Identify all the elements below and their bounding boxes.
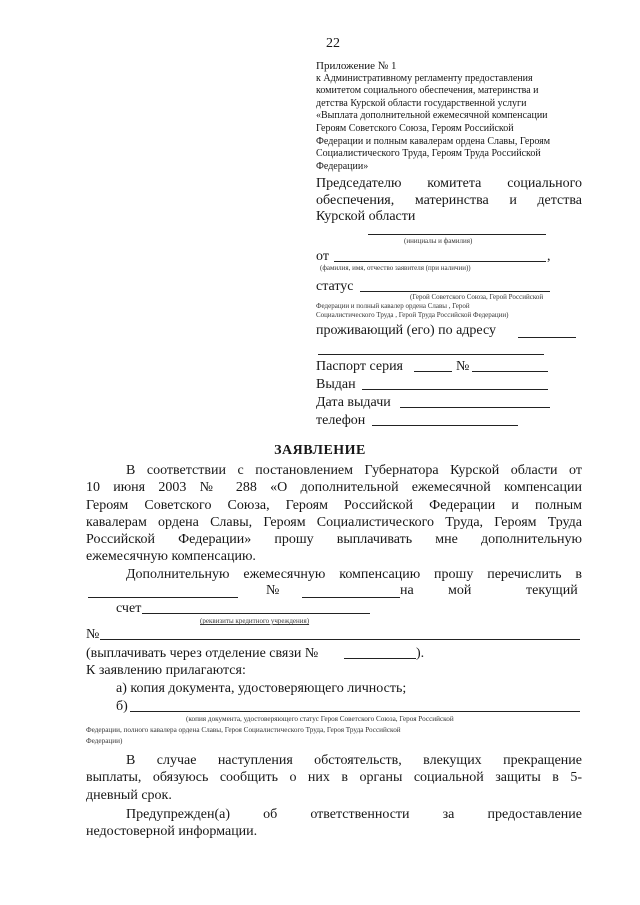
account-number-field[interactable]: [100, 639, 580, 640]
number-sign: №: [86, 627, 100, 642]
from-field[interactable]: [334, 261, 546, 262]
account-field[interactable]: [142, 613, 370, 614]
paragraph-2: [86, 566, 582, 583]
bank-name-field[interactable]: [88, 597, 238, 598]
bank-caption: (реквизиты кредитного учреждения): [200, 617, 310, 625]
status-caption: (Герой Советского Союза, Герой Российской: [410, 293, 544, 301]
paragraph-line: Дополнительную ежемесячную компенсацию прошу перечислить в: [126, 567, 582, 582]
status-field[interactable]: [360, 291, 550, 292]
paragraph-line: недостоверной информации.: [86, 824, 258, 840]
issue-date-label: Дата выдачи: [316, 395, 391, 410]
residence-field[interactable]: [518, 337, 576, 338]
passport-series-field[interactable]: [414, 371, 452, 372]
paragraph-4: [86, 806, 582, 841]
account-label: счет: [116, 601, 142, 616]
residence-label: проживающий (его) по адресу: [316, 323, 497, 338]
statement-title: ЗАЯВЛЕНИЕ: [274, 443, 366, 458]
initials-caption: (инициалы и фамилия): [404, 237, 473, 245]
attachment-item-b: б): [116, 699, 128, 714]
status-caption: Федерации и полный кавалер ордена Славы , Герой: [316, 302, 470, 310]
paragraph-line: ежемесячную компенсацию.: [86, 549, 256, 565]
note-line: Федерации): [86, 737, 123, 745]
paragraph-3: [86, 752, 582, 804]
attachment-note: [86, 714, 582, 747]
addressee-line: Председателю комитета социального: [316, 176, 582, 191]
paragraph-line: 10 июня 2003 № 288 «О дополнительной ежемесячной компенсации: [86, 480, 582, 496]
post-office-field[interactable]: [344, 658, 416, 659]
paragraph-line: В соответствии с постановлением Губернатора Курской области от: [126, 463, 582, 478]
na-word: на: [400, 583, 414, 598]
note-line: Федерации, полного кавалера ордена Славы, Героя Социалистического Труда, Героя Труда Российской: [86, 726, 401, 734]
paragraph-line: дневный срок.: [86, 787, 172, 803]
issued-field[interactable]: [362, 389, 548, 390]
phone-label: телефон: [316, 413, 366, 428]
bank-no-sign: №: [266, 583, 280, 598]
annex-block: [316, 60, 550, 173]
attached-label: К заявлению прилагаются:: [86, 663, 246, 678]
page-number: 22: [326, 36, 340, 51]
from-comma: ,: [547, 249, 551, 264]
paragraph-line: кавалерам ордена Славы, Героям Социалистического Труда, Героям Труда: [86, 514, 582, 530]
paragraph-1: [86, 462, 582, 566]
addressee-block: [316, 176, 582, 226]
paragraph-line: Предупрежден(а) об ответственности за предоставление: [126, 807, 582, 822]
paragraph-line: В случае наступления обстоятельств, влекущих прекращение: [126, 753, 582, 768]
initials-field[interactable]: [368, 234, 546, 235]
passport-no-label: №: [456, 359, 470, 374]
annex-line: к Административному регламенту предоставления: [316, 72, 533, 84]
current-word: текущий: [526, 583, 578, 598]
annex-line: комитетом социального обеспечения, материнства и: [316, 85, 539, 97]
annex-line: детства Курской области государственной услуги: [316, 97, 527, 109]
annex-line: Героям Советского Союза, Героям Российской: [316, 122, 514, 134]
from-caption: (фамилия, имя, отчество заявителя (при наличии)): [320, 264, 471, 272]
attachment-item-a: а) копия документа, удостоверяющего личность;: [116, 681, 407, 696]
post-office-end: ).: [416, 646, 425, 661]
annex-line: Федерации»: [316, 160, 369, 172]
bank-branch-field[interactable]: [302, 597, 400, 598]
from-label: от: [316, 249, 329, 264]
issue-date-field[interactable]: [400, 407, 550, 408]
passport-label: Паспорт серия: [316, 359, 403, 374]
residence-field-2[interactable]: [318, 354, 544, 355]
paragraph-line: Героям Советского Союза, Героям Российской Федерации и полным: [86, 497, 582, 513]
post-office-line: (выплачивать через отделение связи №: [86, 646, 319, 661]
addressee-line: обеспечения, материнства и детства: [316, 192, 582, 208]
my-word: мой: [448, 583, 472, 598]
issued-label: Выдан: [316, 377, 356, 392]
annex-title: Приложение № 1: [316, 60, 397, 72]
attachment-b-field[interactable]: [130, 711, 580, 712]
annex-line: Социалистического Труда, Героям Труда Российской: [316, 148, 541, 160]
addressee-line: Курской области: [316, 209, 416, 224]
paragraph-line: Российской Федерации» прошу выплачивать мне дополнительную: [86, 532, 582, 548]
phone-field[interactable]: [372, 425, 518, 426]
paragraph-line: выплаты, обязуюсь сообщить о них в органы социальной защиты в 5-: [86, 770, 582, 786]
annex-line: «Выплата дополнительной ежемесячной компенсации: [316, 110, 548, 122]
note-line: (копия документа, удостоверяющего статус Героя Советского Союза, Героя Российской: [186, 715, 454, 723]
status-label: статус: [316, 279, 354, 294]
annex-line: Федерации и полным кавалерам ордена Славы, Героям: [316, 135, 551, 147]
passport-number-field[interactable]: [472, 371, 548, 372]
status-caption: Социалистического Труда , Герой Труда Российской Федерации): [316, 311, 509, 319]
